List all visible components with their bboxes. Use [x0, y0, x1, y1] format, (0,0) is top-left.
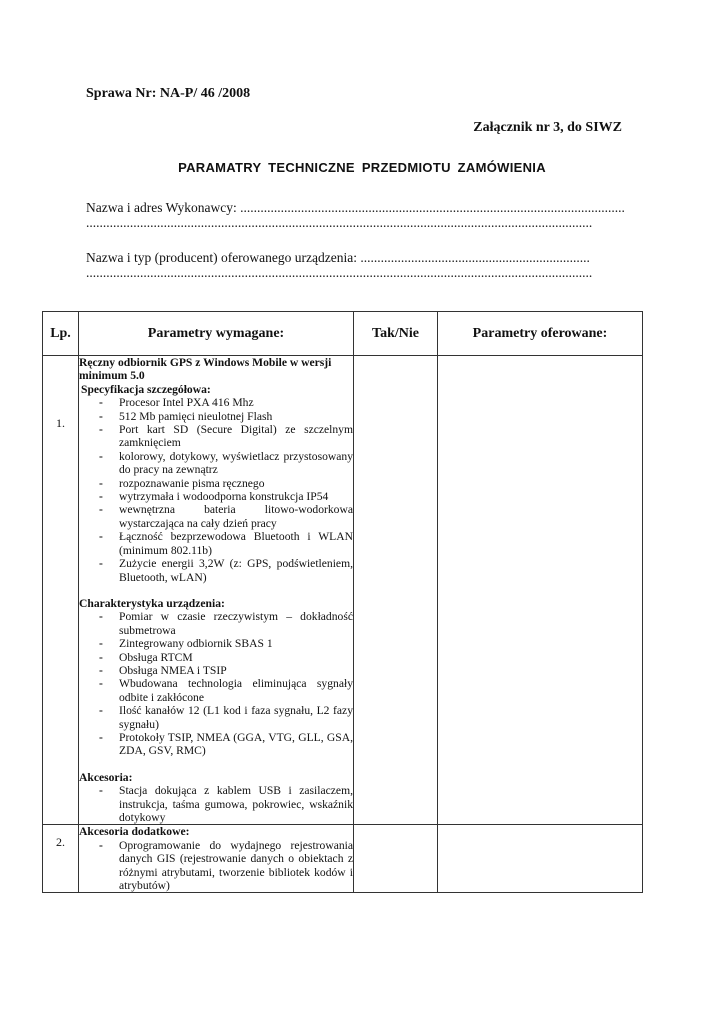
- page-title: PARAMATRY TECHNICZNE PRZEDMIOTU ZAMÓWIENIA: [178, 160, 546, 175]
- attachment-label: Załącznik nr 3, do SIWZ: [473, 120, 622, 135]
- product-title: Ręczny odbiornik GPS z Windows Mobile w wersji minimum 5.0: [79, 356, 332, 383]
- list-item: - Oprogramowanie do wydajnego rejestrowania danych GIS (rejestrowanie danych o obiektach z różnymi atrybutami, tworzenie bibliotek kodów i atrybutów): [119, 839, 353, 893]
- list-item: - Zintegrowany odbiornik SBAS 1: [119, 637, 353, 650]
- list-item: - Zużycie energii 3,2W (z: GPS, podświetleniem, Bluetooth, wLAN): [119, 557, 353, 584]
- header-offered-params: Parametry oferowane:: [438, 312, 643, 356]
- list-item: - rozpoznawanie pisma ręcznego: [119, 477, 353, 490]
- parameters-table: [42, 311, 643, 893]
- device-field-continuation: ......................................................................................................................................................: [86, 266, 593, 280]
- list-item: - wewnętrzna bateria litowo-wodorkowa wystarczająca na cały dzień pracy: [119, 503, 353, 530]
- table-row: [43, 825, 643, 893]
- list-item: - Port kart SD (Secure Digital) ze szczelnym zamknięciem: [119, 423, 353, 450]
- characteristics-heading: Charakterystyka urządzenia:: [79, 596, 225, 610]
- list-item: - Wbudowana technologia eliminująca sygnały odbite i zakłócone: [119, 677, 353, 704]
- list-item: - Stacja dokująca z kablem USB i zasilaczem, instrukcja, taśma gumowa, pokrowiec, wskaźnik dotykowy: [119, 784, 353, 824]
- spec-heading: Specyfikacja szczegółowa:: [81, 382, 211, 396]
- required-params-cell: [79, 825, 354, 893]
- list-item: - Łączność bezprzewodowa Bluetooth i WLAN (minimum 802.11b): [119, 530, 353, 557]
- accessories-heading: Akcesoria:: [79, 770, 133, 784]
- list-item: - Protokoły TSIP, NMEA (GGA, VTG, GLL, GSA, ZDA, GSV, RMC): [119, 731, 353, 758]
- offered-params-cell[interactable]: [438, 825, 643, 893]
- list-item: - wytrzymała i wodoodporna konstrukcja IP54: [119, 490, 353, 503]
- header-required-params: Parametry wymagane:: [79, 312, 354, 356]
- list-item: - Pomiar w czasie rzeczywistym – dokładność submetrowa: [119, 610, 353, 637]
- row-number: 1.: [43, 356, 79, 825]
- additional-accessories-list: [79, 839, 353, 893]
- accessories-list: [79, 784, 353, 824]
- header-yes-no: Tak/Nie: [354, 312, 438, 356]
- contractor-field: Nazwa i adres Wykonawcy: ..................................................................................................................: [86, 200, 625, 215]
- characteristics-list: [79, 610, 353, 757]
- list-item: - kolorowy, dotykowy, wyświetlacz przystosowany do pracy na zewnątrz: [119, 450, 353, 477]
- device-field: Nazwa i typ (producent) oferowanego urządzenia: ....................................................................: [86, 250, 590, 265]
- list-item: - Obsługa NMEA i TSIP: [119, 664, 353, 677]
- required-params-cell: [79, 356, 354, 825]
- yes-no-cell[interactable]: [354, 356, 438, 825]
- list-item: - 512 Mb pamięci nieulotnej Flash: [119, 410, 353, 423]
- row-number: 2.: [43, 825, 79, 893]
- table-row: [43, 356, 643, 825]
- spec-list: [79, 396, 353, 584]
- table-header-row: [43, 312, 643, 356]
- yes-no-cell[interactable]: [354, 825, 438, 893]
- contractor-field-continuation: ......................................................................................................................................................: [86, 216, 593, 230]
- header-lp: Lp.: [43, 312, 79, 356]
- offered-params-cell[interactable]: [438, 356, 643, 825]
- list-item: - Obsługa RTCM: [119, 651, 353, 664]
- case-number: Sprawa Nr: NA-P/ 46 /2008: [86, 86, 251, 101]
- list-item: - Ilość kanałów 12 (L1 kod i faza sygnału, L2 fazy sygnału): [119, 704, 353, 731]
- list-item: - Procesor Intel PXA 416 Mhz: [119, 396, 353, 409]
- additional-accessories-heading: Akcesoria dodatkowe:: [79, 825, 190, 839]
